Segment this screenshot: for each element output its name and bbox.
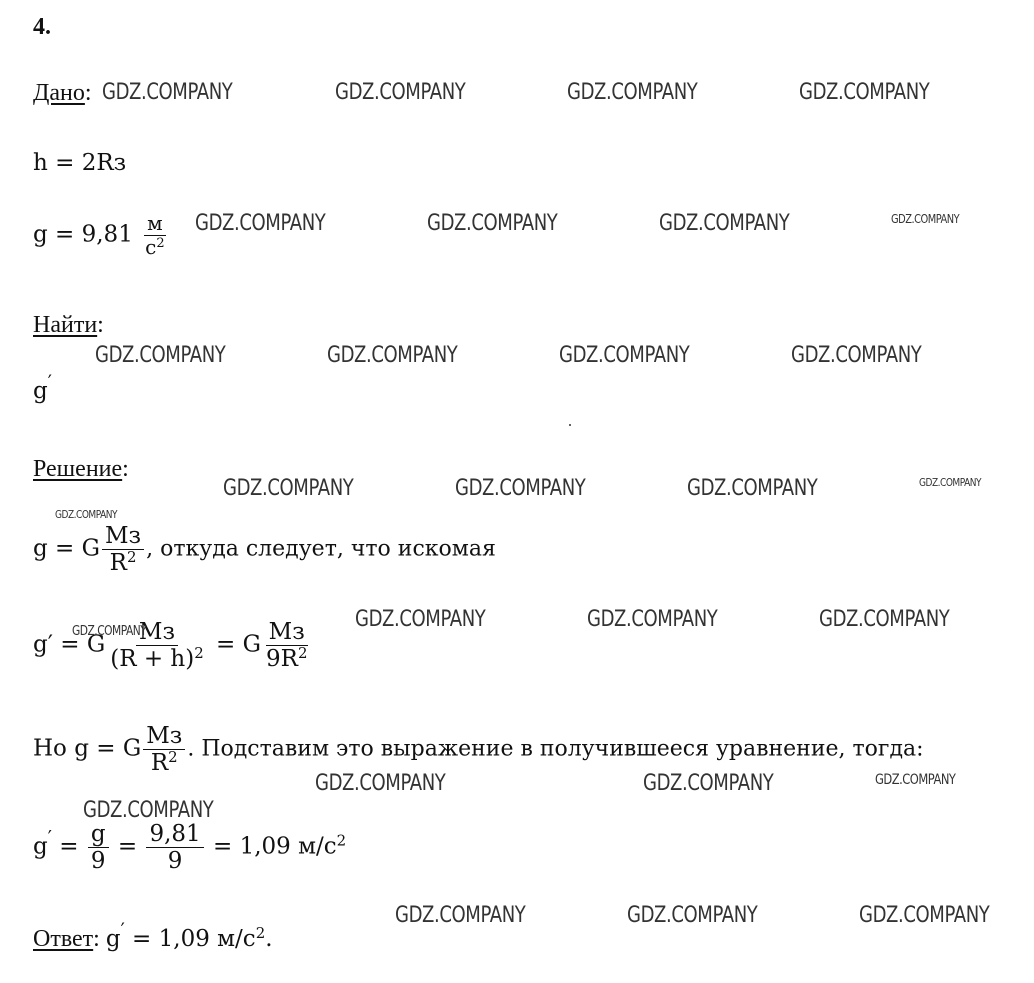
eq3-fraction: $\frac{Mз}{R^2}$ xyxy=(143,724,185,775)
equation-2: g′ = G $\frac{Mз}{(R + h)^2}$ = G $\frac{Mз}{9R^2}$ xyxy=(33,620,312,671)
watermark: GDZ.COMPANY xyxy=(859,903,990,928)
equation-3: Но g = G $\frac{Mз}{R^2}$ . Подставим это выражение в получившееся уравнение, тогда: xyxy=(33,723,924,777)
eq4-fraction-2: $\frac{9,81}{9}$ xyxy=(146,822,203,873)
watermark: GDZ.COMPANY xyxy=(355,607,486,632)
given-heading: Дано: xyxy=(33,80,92,106)
answer-label: Ответ xyxy=(33,926,94,952)
watermark: GDZ.COMPANY xyxy=(55,508,118,521)
watermark: GDZ.COMPANY xyxy=(687,476,818,501)
watermark: GDZ.COMPANY xyxy=(195,211,326,236)
watermark: GDZ.COMPANY xyxy=(95,343,226,368)
watermark: GDZ.COMPANY xyxy=(919,476,982,489)
watermark: GDZ.COMPANY xyxy=(315,771,446,796)
watermark: GDZ.COMPANY xyxy=(659,211,790,236)
watermark: GDZ.COMPANY xyxy=(891,212,960,226)
solution-label: Решение xyxy=(33,456,123,482)
watermark: GDZ.COMPANY xyxy=(799,80,930,105)
eq1-fraction: $\frac{Mз}{R^2}$ xyxy=(102,524,144,575)
find-label: Найти xyxy=(33,312,98,338)
watermark: GDZ.COMPANY xyxy=(643,771,774,796)
watermark: GDZ.COMPANY xyxy=(427,211,558,236)
watermark: GDZ.COMPANY xyxy=(223,476,354,501)
watermark: GDZ.COMPANY xyxy=(72,624,147,639)
given-g-unit-num: м xyxy=(144,213,166,236)
eq2-fraction-2: $\frac{Mз}{9R^2}$ xyxy=(266,619,308,673)
stray-dot xyxy=(569,424,571,426)
watermark: GDZ.COMPANY xyxy=(335,80,466,105)
watermark: GDZ.COMPANY xyxy=(102,80,233,105)
find-heading: Найти: xyxy=(33,312,104,338)
given-g xyxy=(33,213,170,258)
eq4-fraction-1: $\frac{g}{9}$ xyxy=(88,822,109,873)
watermark: GDZ.COMPANY xyxy=(627,903,758,928)
watermark: GDZ.COMPANY xyxy=(791,343,922,368)
eq2-fraction-1: $\frac{Mз}{(R + h)^2}$ xyxy=(110,619,204,673)
problem-number: 4. xyxy=(33,14,51,40)
answer-line: Ответ: g′ = 1,09 $м/c^2$. xyxy=(33,919,273,952)
watermark: GDZ.COMPANY xyxy=(875,772,956,788)
watermark: GDZ.COMPANY xyxy=(327,343,458,368)
watermark: GDZ.COMPANY xyxy=(455,476,586,501)
find-symbol: g′ xyxy=(33,371,52,404)
watermark: GDZ.COMPANY xyxy=(83,798,214,823)
watermark: GDZ.COMPANY xyxy=(819,607,950,632)
watermark: GDZ.COMPANY xyxy=(587,607,718,632)
equation-1: g = G $\frac{Mз}{R^2}$ , откуда следует, что искомая xyxy=(33,523,496,577)
watermark: GDZ.COMPANY xyxy=(395,903,526,928)
watermark: GDZ.COMPANY xyxy=(567,80,698,105)
watermark: GDZ.COMPANY xyxy=(559,343,690,368)
given-g-unit xyxy=(142,213,167,258)
solution-heading: Решение: xyxy=(33,456,129,482)
given-g-unit-den: $c^2$ xyxy=(145,235,165,259)
given-label: Дано xyxy=(33,80,85,106)
equation-4: g′ = $\frac{g}{9}$ = $\frac{9,81}{9}$ = 1,09 $м/c^2$ xyxy=(33,821,347,875)
given-h: h = 2Rз xyxy=(33,150,127,176)
given-g-prefix: g = 9,81 xyxy=(33,221,133,248)
